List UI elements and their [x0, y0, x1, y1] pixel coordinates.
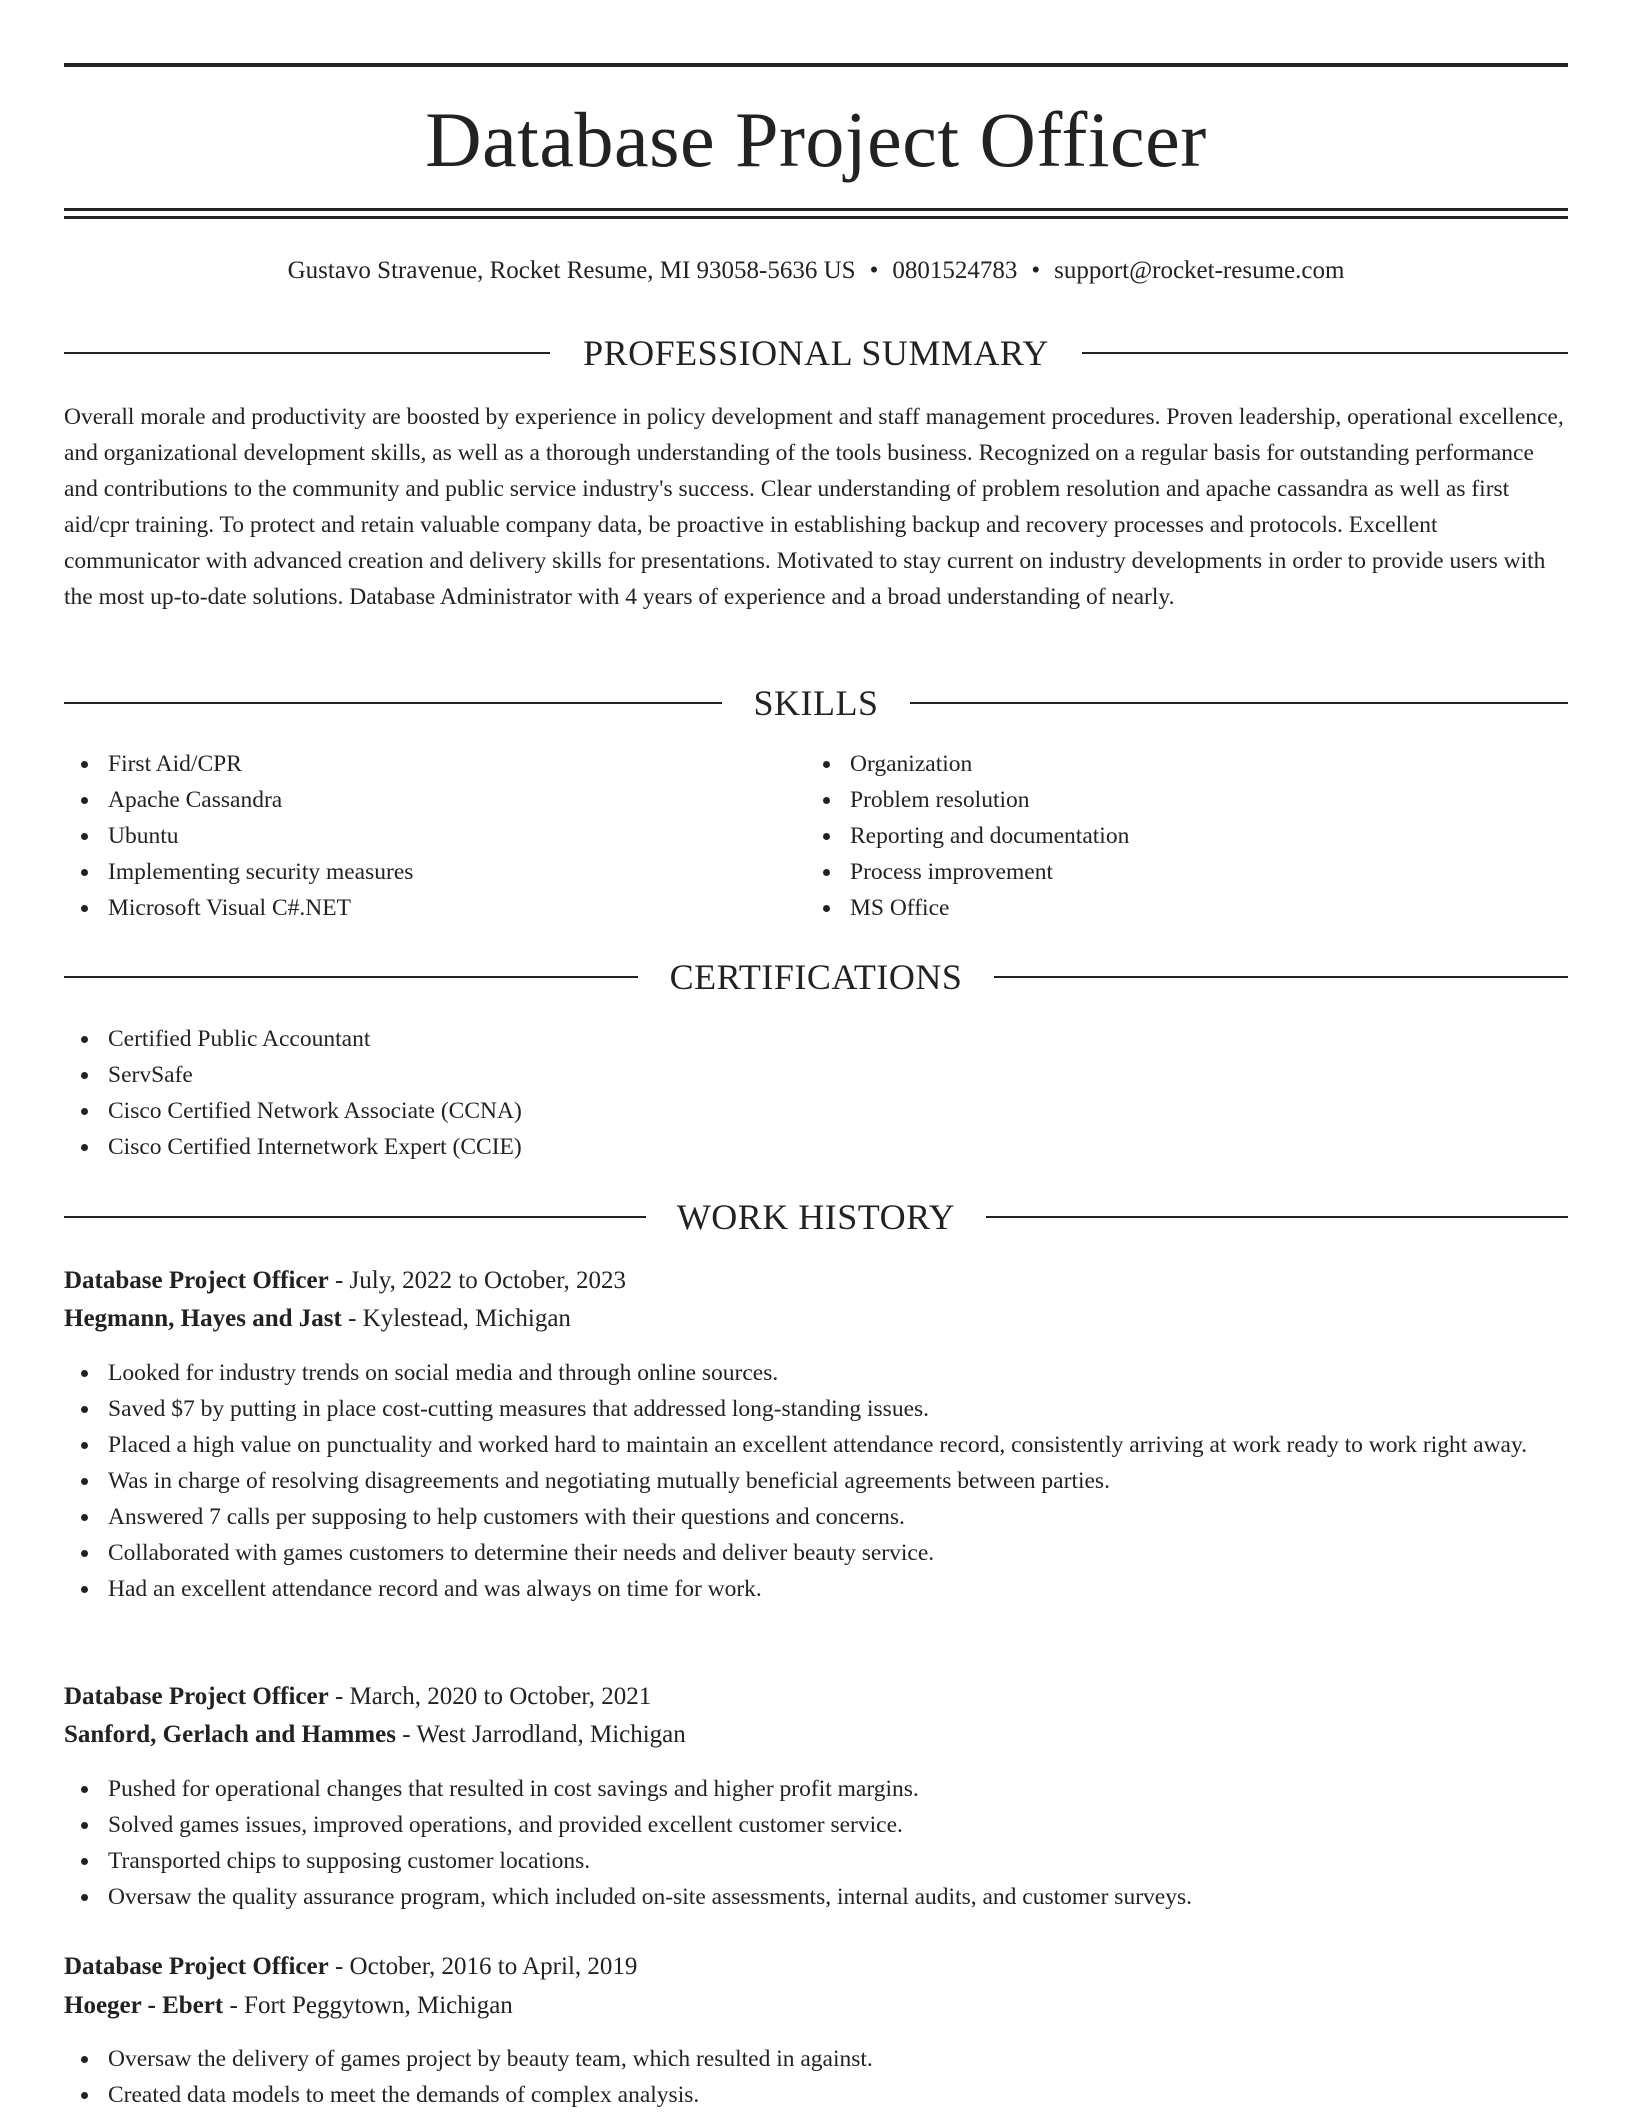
skill-item: Implementing security measures	[64, 854, 804, 890]
job-company-line	[64, 1716, 1568, 1754]
job-bullet: Collaborated with games customers to determine their needs and deliver beauty service.	[64, 1535, 1568, 1571]
section-rule-right	[910, 702, 1568, 704]
job-location: West Jarrodland, Michigan	[416, 1721, 686, 1748]
certifications-heading: CERTIFICATIONS	[669, 957, 963, 997]
job-bullet: Was in charge of resolving disagreements and negotiating mutually beneficial agreements between parties.	[64, 1463, 1568, 1499]
certifications-section-header	[64, 955, 1568, 999]
skill-item: Microsoft Visual C#.NET	[64, 890, 804, 926]
contact-separator: •	[1031, 257, 1041, 284]
job-bullet: Looked for industry trends on social media and through online sources.	[64, 1355, 1568, 1391]
skills-list-right	[806, 746, 1546, 926]
job-dates: March, 2020 to October, 2021	[349, 1683, 652, 1710]
job-company: Hegmann, Hayes and Jast	[64, 1305, 342, 1332]
job-company-line	[64, 1987, 1568, 2025]
job-bullet: Created data models to meet the demands of complex analysis.	[64, 2077, 1568, 2113]
certifications-list	[64, 1021, 1568, 1165]
section-rule-right	[986, 1216, 1568, 1218]
skill-item: Reporting and documentation	[806, 818, 1546, 854]
skill-item: First Aid/CPR	[64, 746, 804, 782]
contact-address: Gustavo Stravenue, Rocket Resume, MI 93058-5636 US	[287, 257, 856, 284]
skill-item: MS Office	[806, 890, 1546, 926]
certification-item: ServSafe	[64, 1057, 1568, 1093]
job-bullet: Answered 7 calls per supposing to help customers with their questions and concerns.	[64, 1499, 1568, 1535]
job-separator: -	[223, 1992, 245, 2019]
job-separator: -	[395, 1721, 417, 1748]
job-separator: -	[328, 1953, 350, 1980]
job-bullets	[64, 1771, 1568, 1915]
job-title-line	[64, 1262, 1568, 1300]
skills-list-left	[64, 746, 804, 926]
skill-item: Apache Cassandra	[64, 782, 804, 818]
skills-section-header	[64, 681, 1568, 725]
section-rule-right	[1082, 352, 1568, 354]
job-bullet: Had an excellent attendance record and was always on time for work.	[64, 1571, 1568, 1607]
job-location: Kylestead, Michigan	[362, 1305, 571, 1332]
contact-line	[64, 253, 1568, 289]
job-bullets	[64, 1355, 1568, 1607]
job-bullet: Saved $7 by putting in place cost-cutting measures that addressed long-standing issues.	[64, 1391, 1568, 1427]
job-dates: July, 2022 to October, 2023	[349, 1267, 627, 1294]
job-bullet: Solved games issues, improved operations, and provided excellent customer service.	[64, 1807, 1568, 1843]
skills-heading: SKILLS	[753, 683, 879, 723]
summary-text: Overall morale and productivity are boosted by experience in policy development and staff management procedures. Proven leadership, operational excellence, and organizational development skills, as well as a thorough understanding of the tools business. Recognized on a regular basis for outstanding performance and contributions to the community and public service industry's success. Clear understanding of problem resolution and apache cassandra as well as first aid/cpr training. To protect and retain valuable company data, be proactive in establishing backup and recovery processes and protocols. Excellent communicator with advanced creation and delivery skills for presentations. Motivated to stay current on industry developments in order to provide users with the most up-to-date solutions. Database Administrator with 4 years of experience and a broad understanding of nearly.	[64, 404, 1564, 610]
job-dates: October, 2016 to April, 2019	[349, 1953, 638, 1980]
job-location: Fort Peggytown, Michigan	[244, 1992, 513, 2019]
job-title: Database Project Officer	[64, 1683, 329, 1710]
job-title-line	[64, 1948, 1568, 1986]
skill-item: Process improvement	[806, 854, 1546, 890]
job-company-line	[64, 1300, 1568, 1338]
header-divider-lower	[64, 216, 1568, 219]
job-bullet: Oversaw the delivery of games project by beauty team, which resulted in against.	[64, 2041, 1568, 2077]
job-bullet: Pushed for operational changes that resulted in cost savings and higher profit margins.	[64, 1771, 1568, 1807]
job-separator: -	[328, 1267, 350, 1294]
skill-item: Organization	[806, 746, 1546, 782]
contact-separator: •	[869, 257, 879, 284]
certification-item: Certified Public Accountant	[64, 1021, 1568, 1057]
summary-heading: PROFESSIONAL SUMMARY	[583, 333, 1049, 373]
work-history-heading: WORK HISTORY	[676, 1197, 956, 1237]
job-separator: -	[328, 1683, 350, 1710]
header-divider-upper	[64, 208, 1568, 211]
resume-title: Database Project Officer	[425, 96, 1207, 183]
summary-section-header	[64, 331, 1568, 375]
skill-item: Problem resolution	[806, 782, 1546, 818]
job-title: Database Project Officer	[64, 1267, 329, 1294]
section-rule-right	[994, 976, 1568, 978]
job-bullet: Placed a high value on punctuality and worked hard to maintain an excellent attendance record, consistently arriving at work ready to work right away.	[64, 1427, 1568, 1463]
skill-item: Ubuntu	[64, 818, 804, 854]
certification-item: Cisco Certified Network Associate (CCNA)	[64, 1093, 1568, 1129]
job-title-line	[64, 1678, 1568, 1716]
contact-phone: 0801524783	[892, 257, 1018, 284]
job-bullet: Oversaw the quality assurance program, which included on-site assessments, internal audits, and customer surveys.	[64, 1879, 1568, 1915]
job-title: Database Project Officer	[64, 1953, 329, 1980]
contact-email: support@rocket-resume.com	[1054, 257, 1345, 284]
job-bullets	[64, 2041, 1568, 2113]
work-history-section-header	[64, 1195, 1568, 1239]
job-separator: -	[341, 1305, 363, 1332]
header-top-rule	[64, 63, 1568, 67]
certification-item: Cisco Certified Internetwork Expert (CCIE)	[64, 1129, 1568, 1165]
job-company: Sanford, Gerlach and Hammes	[64, 1721, 396, 1748]
job-company: Hoeger - Ebert	[64, 1992, 224, 2019]
job-bullet: Transported chips to supposing customer locations.	[64, 1843, 1568, 1879]
